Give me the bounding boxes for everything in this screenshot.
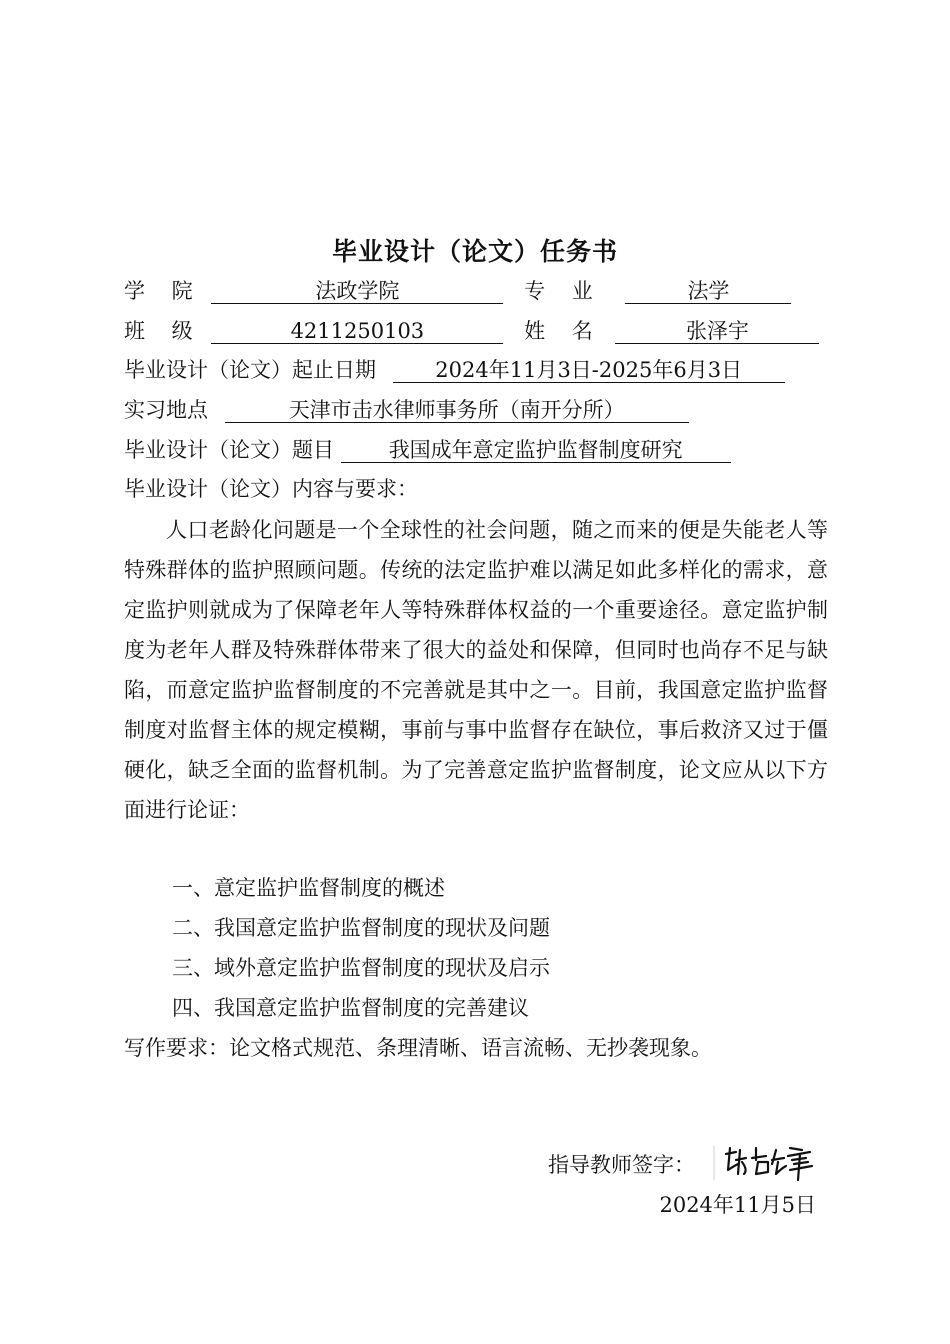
topic-label: 毕业设计（论文）题目 — [124, 438, 334, 462]
location-value: 天津市击水律师事务所（南开分所） — [225, 398, 689, 423]
period-row — [124, 355, 785, 385]
college-major-row — [124, 276, 791, 306]
advisor-signature-label: 指导教师签字： — [548, 1153, 695, 1177]
topic-row — [124, 435, 731, 465]
topic-value: 我国成年意定监护监督制度研究 — [341, 438, 731, 463]
list-item: 二、我国意定监护监督制度的现状及问题 — [172, 916, 550, 940]
name-label: 姓 名 — [524, 319, 603, 343]
name-value: 张泽宇 — [615, 319, 819, 344]
handwritten-signature — [712, 1140, 818, 1188]
major-label: 专 业 — [524, 279, 603, 303]
list-item: 三、域外意定监护监督制度的现状及启示 — [172, 956, 550, 980]
college-value: 法政学院 — [211, 279, 503, 304]
college-label: 学 院 — [124, 279, 203, 303]
list-item: 四、我国意定监护监督制度的完善建议 — [172, 996, 529, 1020]
major-value: 法学 — [625, 279, 791, 304]
content-label: 毕业设计（论文）内容与要求： — [124, 477, 418, 501]
list-item: 一、意定监护监督制度的概述 — [172, 876, 445, 900]
content-paragraph: 人口老龄化问题是一个全球性的社会问题，随之而来的便是失能老人等特殊群体的监护照顾问题。传统的法定监护难以满足如此多样化的需求，意定监护则就成为了保障老年人等特殊群体权益的一个重要途径。意定监护制度为老年人群及特殊群体带来了很大的益处和保障，但同时也尚存不足与缺陷，而意定监护监督制度的不完善就是其中之一。目前，我国意定监护监督制度对监督主体的规定模糊，事前与事中监督存在缺位，事后救济又过于僵硬化，缺乏全面的监督机制。为了完善意定监护监督制度，论文应从以下方面进行论证： — [124, 518, 828, 822]
period-label: 毕业设计（论文）起止日期 — [124, 358, 376, 382]
location-row — [124, 395, 689, 425]
location-label: 实习地点 — [124, 398, 208, 422]
class-label: 班 级 — [124, 319, 203, 343]
class-value: 4211250103 — [211, 319, 503, 344]
document-title: 毕业设计（论文）任务书 — [331, 237, 618, 266]
period-value: 2024年11月3日-2025年6月3日 — [393, 358, 785, 383]
signature-date: 2024年11月5日 — [659, 1193, 816, 1217]
class-name-row — [124, 316, 819, 346]
writing-requirement: 写作要求：论文格式规范、条理清晰、语言流畅、无抄袭现象。 — [124, 1036, 712, 1060]
